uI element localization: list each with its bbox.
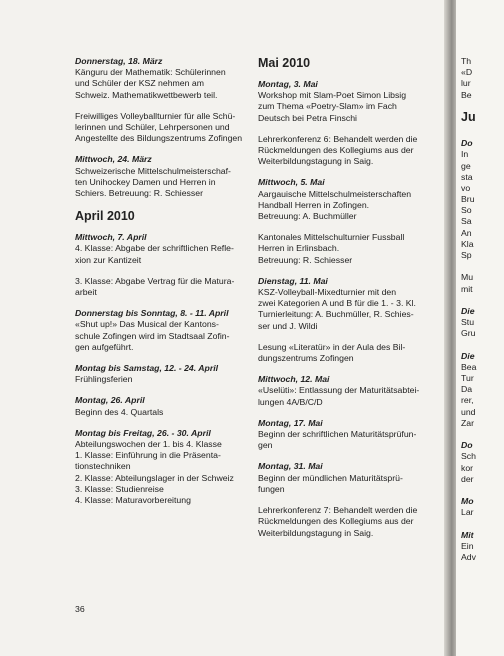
entry-text: Beginn der schriftlichen Maturitätsprüfun- gen [258, 429, 417, 451]
right-page-line [461, 485, 476, 496]
calendar-entry [75, 363, 243, 385]
right-page-line: Do [461, 138, 473, 149]
right-page-line: Ju [461, 109, 476, 124]
right-page-line: ge [461, 160, 471, 171]
right-page-line [461, 127, 476, 138]
right-page-line: In [461, 149, 469, 160]
right-page-line: Da [461, 384, 473, 395]
right-page-line: Mu [461, 272, 474, 283]
entry-text: Lehrerkonferenz 7: Behandelt werden die Rückmeldungen des Kollegiums aus der Weiterbildungstagung in Saig. [258, 505, 418, 538]
entry-text: «Shut up!» Das Musical der Kantons- schule Zofingen wird im Stadtsaal Zofin- gen aufgeführt. [75, 319, 230, 352]
right-page-line: Adv [461, 552, 476, 563]
calendar-entry [258, 461, 430, 495]
entry-date: Montag bis Samstag, 12. - 24. April [75, 363, 219, 374]
right-page-line: An [461, 227, 472, 238]
right-page-line: Sa [461, 216, 472, 227]
may-heading: Mai 2010 [258, 56, 311, 70]
right-page [456, 0, 504, 656]
entry-text: Aargauische Mittelschulmeisterschaften Handball Herren in Zofingen. Betreuung: A. Buchmüller [258, 188, 412, 222]
right-page-line: Bea [461, 361, 477, 372]
right-page-line: Stu [461, 317, 475, 328]
entry-text: Lehrerkonferenz 6: Behandelt werden die Rückmeldungen des Kollegiums aus der Weiterbildungstagung in Saig. [258, 133, 418, 167]
entry-text: Beginn des 4. Quartals [75, 406, 164, 417]
entry-text: Frühlingsferien [75, 374, 133, 385]
entry-text: Schweizerische Mittelschulmeisterschaf- ten Unihockey Damen und Herren in Schiers. Betreuung: R. Schiesser [75, 165, 231, 199]
april-heading: April 2010 [75, 209, 135, 224]
calendar-entry [75, 395, 243, 417]
right-page-line: Sch [461, 451, 476, 462]
right-page-line: Mit [461, 529, 474, 540]
right-page-line [461, 295, 476, 306]
entry-date: Donnerstag, 18. März [75, 56, 163, 66]
entry-text: Freiwilliges Volleyballturnier für alle Schü- lerinnen und Schüler, Lehrpersonen und Angestellte des Bildungszentrums Zofingen [75, 110, 243, 144]
right-page-line: mit [461, 283, 473, 294]
entry-text: Lesung «Literatür» in der Aula des Bil- dungszentrums Zofingen [258, 341, 406, 364]
calendar-entry [258, 418, 430, 452]
entry-date: Mittwoch, 5. Mai [258, 177, 325, 188]
right-page-line: Do [461, 440, 473, 451]
right-page-line: Gru [461, 328, 476, 339]
calendar-entry [258, 79, 430, 124]
entry-date: Mittwoch, 7. April [75, 232, 147, 243]
calendar-entry [75, 428, 243, 506]
right-page-line [461, 261, 476, 272]
right-page-line: Sp [461, 250, 472, 260]
entry-date: Montag bis Freitag, 26. - 30. April [75, 427, 211, 438]
calendar-entry [258, 232, 430, 266]
right-page-line: Bru [461, 194, 475, 205]
right-page-line: Die [461, 350, 475, 361]
right-page-line: lur [461, 78, 471, 89]
right-page-line: Mo [461, 496, 474, 507]
entry-text: KSZ-Volleyball-Mixedturnier mit den zwei Kategorien A und B für die 1. - 3. Kl. Turnierleitung: A. Buchmüller, R. Schies- ser und J. Wildi [258, 287, 416, 331]
entry-date: Montag, 26. April [75, 395, 145, 406]
right-page-line: Lar [461, 507, 474, 518]
entry-date: Montag, 3. Mai [258, 79, 318, 89]
calendar-entry [75, 232, 243, 266]
calendar-entry [258, 505, 430, 539]
calendar-entry [75, 276, 243, 298]
calendar-entry [258, 276, 430, 332]
page-number: 36 [75, 604, 85, 614]
entry-text: Beginn der mündlichen Maturitätsprü- fungen [258, 472, 403, 494]
entry-text: «Uselüti»: Entlassung der Maturitätsabtei- lungen 4A/B/C/D [258, 385, 420, 407]
right-page-line: Die [461, 305, 475, 316]
entry-date: Mittwoch, 12. Mai [258, 374, 330, 385]
calendar-entry [258, 177, 430, 222]
right-page-line: der [461, 473, 474, 484]
right-page-text [461, 56, 476, 563]
calendar-entry [258, 134, 430, 168]
right-page-line: Tur [461, 373, 474, 384]
calendar-entry [75, 56, 243, 101]
entry-text: Workshop mit Slam-Poet Simon Libsig zum Thema «Poetry-Slam» im Fach Deutsch bei Petra Finschi [258, 90, 407, 123]
middle-column [258, 56, 430, 549]
right-page-line: rer, [461, 395, 474, 406]
right-page-line: Be [461, 89, 472, 100]
right-page-line: Ein [461, 540, 474, 551]
right-page-line [461, 340, 476, 351]
calendar-entry [258, 374, 430, 408]
right-page-line: Kla [461, 238, 474, 249]
right-page-line: «D [461, 67, 473, 78]
entry-text: 4. Klasse: Abgabe der schriftlichen Refle- xion zur Kantizeit [75, 243, 234, 265]
right-page-line: und [461, 406, 476, 417]
entry-text: Kantonales Mittelschulturnier Fussball Herren in Erlinsbach. Betreuung: R. Schiesser [258, 232, 405, 265]
entry-date: Donnerstag bis Sonntag, 8. - 11. April [75, 308, 229, 319]
entry-text: Känguru der Mathematik: Schülerinnen und Schüler der KSZ nehmen am Schweiz. Mathematikwettbewerb teil. [75, 67, 226, 100]
right-page-line: So [461, 205, 472, 216]
calendar-entry [258, 342, 430, 364]
calendar-entry [75, 308, 243, 353]
entry-text: 3. Klasse: Abgabe Vertrag für die Matura- arbeit [75, 275, 235, 298]
right-page-line [461, 519, 476, 530]
right-page-line: sta [461, 171, 473, 182]
entry-date: Mittwoch, 24. März [75, 154, 152, 165]
left-column [75, 56, 243, 516]
calendar-entry [75, 154, 243, 199]
right-page-line: Zar [461, 417, 475, 428]
right-page-line [461, 429, 476, 440]
entry-text: Abteilungswochen der 1. bis 4. Klasse 1. Klasse: Einführung in die Präsenta- tionstechniken 2. Klasse: Abteilungslager in der Schweiz 3. Klasse: Studienreise 4. Klasse: Maturavorbereitung [75, 439, 234, 506]
entry-date: Montag, 17. Mai [258, 417, 323, 428]
right-page-line: Th [461, 56, 472, 66]
entry-date: Dienstag, 11. Mai [258, 275, 328, 286]
right-page-line: vo [461, 182, 471, 193]
calendar-entry [75, 111, 243, 145]
entry-date: Montag, 31. Mai [258, 461, 323, 472]
right-page-line: kor [461, 462, 474, 473]
